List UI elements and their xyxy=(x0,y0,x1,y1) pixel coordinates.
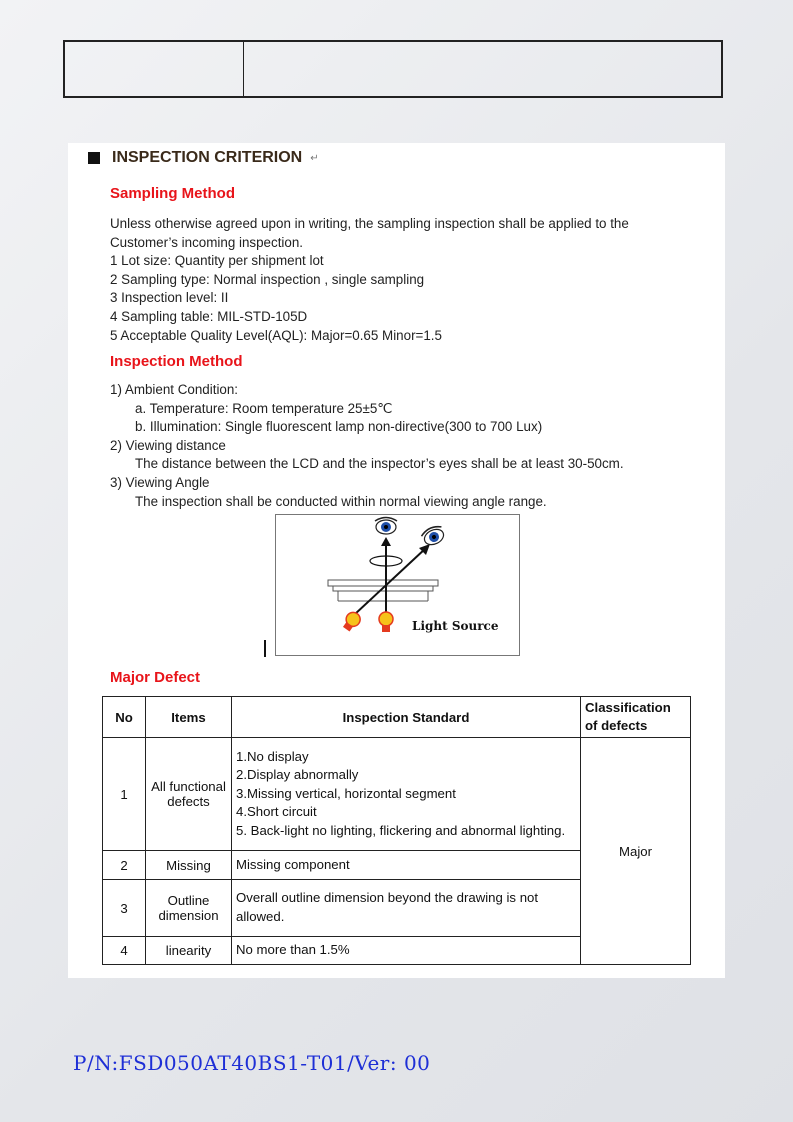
row-no: 4 xyxy=(103,937,146,965)
vertical-arrow-head xyxy=(381,537,391,546)
sampling-line: Customer’s incoming inspection. xyxy=(110,234,304,250)
header-divider xyxy=(243,42,244,96)
bullet-square-icon xyxy=(88,152,100,164)
row-no: 3 xyxy=(103,880,146,937)
criterion-title xyxy=(88,149,319,167)
sampling-line: 2 Sampling type: Normal inspection , single sampling xyxy=(110,271,425,287)
sampling-line: 4 Sampling table: MIL-STD-105D xyxy=(110,308,308,324)
row-standard: No more than 1.5% xyxy=(232,937,581,965)
viewing-diagram xyxy=(275,514,520,656)
header-items: Items xyxy=(146,697,232,738)
paragraph-mark-icon: ↵ xyxy=(310,152,319,164)
sampling-line: 5 Acceptable Quality Level(AQL): Major=0.65 Minor=1.5 xyxy=(110,327,442,343)
inspection-line: 1) Ambient Condition: xyxy=(110,382,239,397)
vertical-bulb-icon xyxy=(379,612,393,632)
header-box xyxy=(63,40,723,98)
table-header-row xyxy=(103,697,691,738)
inspection-line: 2) Viewing distance xyxy=(110,437,226,453)
angled-eye-icon xyxy=(420,524,447,548)
sampling-line: 1 Lot size: Quantity per shipment lot xyxy=(110,253,324,269)
inspection-line: a. Temperature: Room temperature 25±5℃ xyxy=(135,400,393,416)
viewing-diagram-svg xyxy=(276,515,519,655)
sampling-line: Unless otherwise agreed upon in writing, the sampling inspection shall be applied to the xyxy=(110,216,629,231)
inspection-text xyxy=(110,381,624,511)
sampling-line: 3 Inspection level: II xyxy=(110,290,229,306)
major-defect-table xyxy=(102,696,691,965)
top-eye-icon xyxy=(375,518,397,535)
row-standard: Missing component xyxy=(232,851,581,880)
header-classification: Classification of defects xyxy=(581,697,691,738)
row-standard: Overall outline dimension beyond the drawing is not allowed. xyxy=(232,880,581,937)
major-defect-heading: Major Defect xyxy=(110,669,201,686)
inspection-line: 3) Viewing Angle xyxy=(110,474,210,490)
table-row xyxy=(103,738,691,851)
row-no: 2 xyxy=(103,851,146,880)
standard-line: 2.Display abnormally xyxy=(236,767,359,783)
row-item: Missing xyxy=(146,851,232,880)
standard-line: 1.No display xyxy=(236,748,309,764)
lcd-panel-shape xyxy=(328,580,438,586)
inspection-line: b. Illumination: Single fluorescent lamp non-directive(300 to 700 Lux) xyxy=(135,419,543,435)
inspection-line: The inspection shall be conducted within normal viewing angle range. xyxy=(135,493,547,509)
sampling-text xyxy=(110,215,629,345)
sampling-heading: Sampling Method xyxy=(110,185,235,202)
standard-line: 3.Missing vertical, horizontal segment xyxy=(236,785,456,801)
row-standard xyxy=(232,738,581,851)
row-item: linearity xyxy=(146,937,232,965)
inspection-line: The distance between the LCD and the inspector’s eyes shall be at least 30-50cm. xyxy=(135,456,624,472)
light-source-label: Light Source xyxy=(412,619,499,633)
header-no: No xyxy=(103,697,146,738)
row-no: 1 xyxy=(103,738,146,851)
criterion-title-text: INSPECTION CRITERION xyxy=(112,149,303,166)
angled-bulb-icon xyxy=(341,610,363,634)
row-item: Outline dimension xyxy=(146,880,232,937)
standard-line: 5. Back-light no lighting, flickering and abnormal lighting. xyxy=(236,822,566,838)
header-standard: Inspection Standard xyxy=(232,697,581,738)
row-item: All functional defects xyxy=(146,738,232,851)
text-cursor xyxy=(264,640,266,657)
document-sheet xyxy=(68,143,725,978)
part-number-footer: P/N:FSD050AT40BS1-T01/Ver: 00 xyxy=(73,1051,431,1075)
standard-line: 4.Short circuit xyxy=(236,804,317,820)
inspection-heading: Inspection Method xyxy=(110,353,243,370)
classification-cell: Major xyxy=(581,738,691,965)
